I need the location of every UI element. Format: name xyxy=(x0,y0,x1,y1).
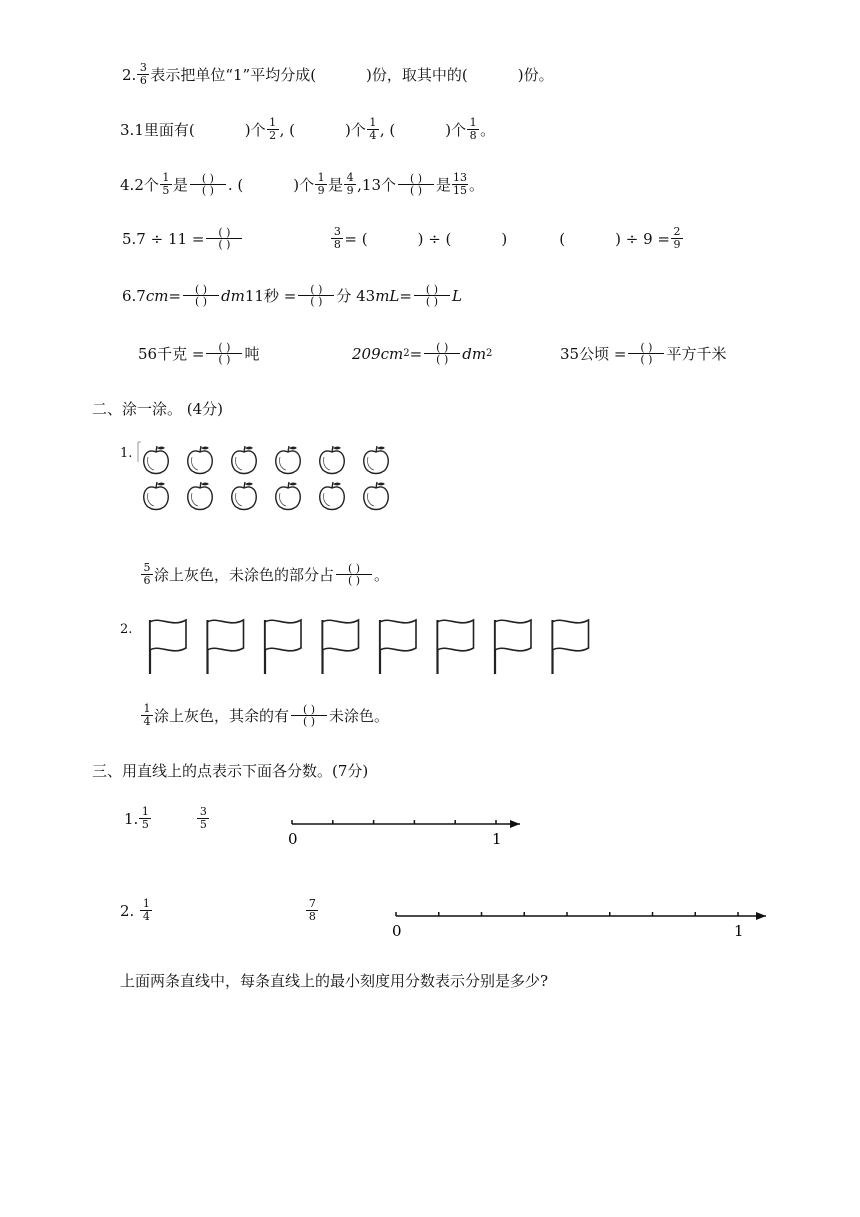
question-text: 是 xyxy=(436,176,452,194)
apple-icon[interactable] xyxy=(188,482,213,510)
fraction: $\frac{3}{6}$ xyxy=(137,62,149,87)
flag-icon[interactable] xyxy=(323,620,359,674)
fraction: $\frac{1}{5}$ xyxy=(139,806,151,831)
fraction: $\frac{1}{4}$ xyxy=(140,898,152,923)
question-text: , ( xyxy=(379,120,396,139)
question-5 xyxy=(122,226,722,251)
answer-fraction-blank[interactable]: ( ) ( ) xyxy=(190,173,226,196)
flags-picture xyxy=(144,614,604,678)
unit: dm xyxy=(221,286,245,305)
answer-fraction-blank[interactable]: ( ) ( ) xyxy=(628,342,664,365)
answer-fraction-blank[interactable]: ( ) ( ) xyxy=(206,227,242,250)
flag-icon[interactable] xyxy=(380,620,416,674)
fraction: $\frac{4}{9}$ xyxy=(344,172,356,197)
fraction: $\frac{3}{5}$ xyxy=(197,806,209,831)
question-text: ( xyxy=(559,229,566,248)
question-text: 11秒 = xyxy=(244,287,297,305)
question-text: )份。 xyxy=(517,66,554,84)
question-text: 表示把单位“1”平均分成( xyxy=(150,66,317,84)
question-text: = xyxy=(409,344,423,363)
question-text: 1里面有( xyxy=(134,121,195,139)
fraction: $\frac{3}{8}$ xyxy=(331,226,343,251)
question-text: 2个 xyxy=(134,176,159,194)
tick-label-zero: 0 xyxy=(392,922,402,940)
question-text: = ( xyxy=(344,229,368,248)
question-text: 56千克 = xyxy=(138,345,205,363)
question-text: )份，取其中的( xyxy=(366,66,468,84)
apple-icon[interactable] xyxy=(320,482,345,510)
question-text: ) ÷ ( xyxy=(417,229,452,248)
apple-icon[interactable] xyxy=(144,482,169,510)
question-text: . ( xyxy=(227,175,244,194)
question-number: 1. xyxy=(124,809,139,828)
question-text: 分 43 xyxy=(336,287,376,305)
question-text: ,13个 xyxy=(357,176,396,194)
unit: dm xyxy=(462,344,487,363)
answer-fraction-blank[interactable]: ( ) ( ) xyxy=(298,284,334,307)
question-text: 涂上灰色，未涂色的部分占 xyxy=(154,566,335,584)
unit: cm xyxy=(145,286,169,305)
question-text: 吨 xyxy=(244,345,260,363)
answer-fraction-blank[interactable]: ( ) ( ) xyxy=(206,342,242,365)
question-text: 是 xyxy=(172,176,188,194)
apple-icon[interactable] xyxy=(144,446,169,474)
question-text: ) ÷ 9 = xyxy=(615,229,670,248)
question-text: ) xyxy=(501,229,508,248)
question-7c xyxy=(560,342,726,365)
section-title: 二、涂一涂。 (4分) xyxy=(92,400,224,418)
question-number: 2. xyxy=(120,901,135,920)
tick-label-one: 1 xyxy=(492,830,502,848)
arrow-icon xyxy=(510,820,520,828)
answer-fraction-blank[interactable]: ( ) ( ) xyxy=(291,704,327,727)
flag-icon[interactable] xyxy=(208,620,244,674)
s3-question-2-label xyxy=(120,898,319,923)
apple-icon[interactable] xyxy=(320,446,345,474)
question-text: 209 xyxy=(352,344,381,363)
unit: cm xyxy=(380,344,404,363)
fraction: $\frac{1}{5}$ xyxy=(160,172,172,197)
question-text: 是 xyxy=(328,176,344,194)
fraction: $\frac{7}{8}$ xyxy=(306,898,318,923)
section-title: 三、用直线上的点表示下面各分数。(7分) xyxy=(92,762,369,780)
fraction: $\frac{13}{15}$ xyxy=(453,171,468,197)
fraction: $\frac{1}{2}$ xyxy=(267,117,279,142)
apple-icon[interactable] xyxy=(364,482,389,510)
answer-fraction-blank[interactable]: ( ) ( ) xyxy=(398,173,434,196)
number-line-2[interactable] xyxy=(372,904,772,944)
fraction: $\frac{2}{9}$ xyxy=(671,226,683,251)
question-number: 1. xyxy=(120,446,133,461)
s2-question-2 xyxy=(140,703,389,728)
answer-fraction-blank[interactable]: ( ) ( ) xyxy=(424,342,460,365)
fraction: $\frac{1}{4}$ xyxy=(141,703,153,728)
question-text: , ( xyxy=(279,120,295,139)
unit: mL xyxy=(375,286,400,305)
apple-icon[interactable] xyxy=(188,446,213,474)
question-text: 35公顷 = xyxy=(560,345,627,363)
exponent: 2 xyxy=(486,348,493,359)
question-7b xyxy=(352,342,492,365)
question-text: 。 xyxy=(480,121,496,139)
question-text: 。 xyxy=(374,566,390,584)
apple-icon[interactable] xyxy=(276,482,301,510)
apple-icon[interactable] xyxy=(276,446,301,474)
question-number: 4. xyxy=(120,175,135,194)
flag-icon[interactable] xyxy=(265,620,301,674)
s3-question-1-label xyxy=(124,806,210,831)
question-6 xyxy=(122,284,462,307)
question-text: 。 xyxy=(469,176,485,194)
question-number: 2. xyxy=(122,65,137,84)
fraction: $\frac{1}{8}$ xyxy=(467,117,479,142)
question-4 xyxy=(120,172,484,197)
fraction: $\frac{1}{4}$ xyxy=(367,117,379,142)
flag-icon[interactable] xyxy=(495,620,531,674)
question-text: 6.7 xyxy=(122,286,146,305)
flag-icon[interactable] xyxy=(150,620,186,674)
question-number: 2. xyxy=(120,622,133,637)
answer-fraction-blank[interactable]: ( ) ( ) xyxy=(414,284,450,307)
apple-icon[interactable] xyxy=(232,482,257,510)
question-text: )个 xyxy=(445,121,467,139)
arrow-icon xyxy=(756,912,766,920)
question-text: = xyxy=(168,286,182,305)
answer-fraction-blank[interactable]: ( ) ( ) xyxy=(183,284,219,307)
tick-label-one: 1 xyxy=(734,922,744,940)
apple-icon[interactable] xyxy=(364,446,389,474)
question-text: 5.7 ÷ 11 = xyxy=(122,229,205,248)
question-2 xyxy=(122,62,554,87)
unit: L xyxy=(451,286,462,305)
question-text: )个 xyxy=(293,176,315,194)
question-text: = xyxy=(399,286,412,305)
question-text: 上面两条直线中，每条直线上的最小刻度用分数表示分别是多少? xyxy=(120,972,549,990)
flag-icon[interactable] xyxy=(438,620,474,674)
fraction: $\frac{1}{9}$ xyxy=(315,172,327,197)
flag-icon[interactable] xyxy=(553,620,589,674)
answer-fraction-blank[interactable]: ( ) ( ) xyxy=(336,563,372,586)
question-text: )个 xyxy=(344,121,366,139)
exponent: 2 xyxy=(403,348,410,359)
fraction: $\frac{5}{6}$ xyxy=(141,562,153,587)
s2-question-1 xyxy=(140,562,389,587)
question-text: )个 xyxy=(244,121,266,139)
apple-icon[interactable] xyxy=(232,446,257,474)
apples-picture xyxy=(136,440,396,516)
number-line-1[interactable] xyxy=(262,812,532,852)
question-text: 未涂色。 xyxy=(329,707,390,725)
tick-label-zero: 0 xyxy=(288,830,298,848)
question-text: 平方千米 xyxy=(666,345,727,363)
question-number: 3. xyxy=(120,120,135,139)
question-7a xyxy=(138,342,259,365)
question-text: 涂上灰色，其余的有 xyxy=(154,707,290,725)
question-3 xyxy=(120,117,495,142)
